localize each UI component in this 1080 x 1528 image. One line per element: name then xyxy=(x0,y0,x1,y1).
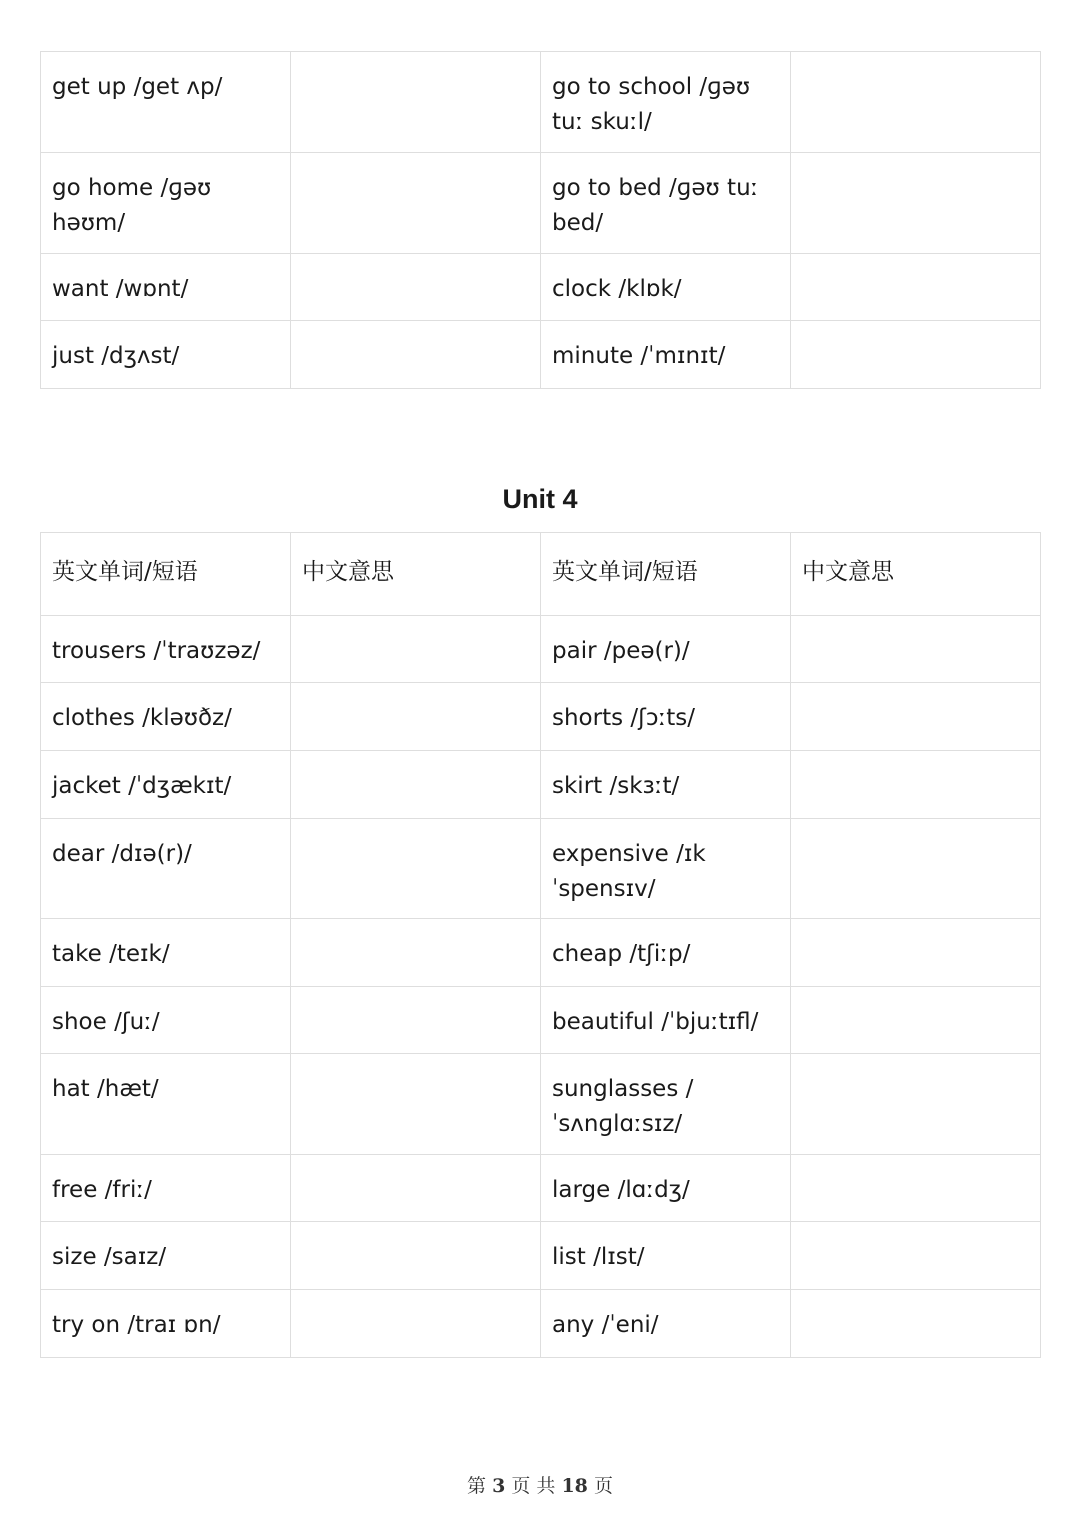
word-cell: jacket /ˈdʒækɪt/ xyxy=(41,751,291,819)
table-row xyxy=(41,254,1041,321)
footer-page-number: 3 xyxy=(492,1475,506,1497)
word-cell: trousers /ˈtraʊzəz/ xyxy=(41,616,291,683)
footer-prefix: 第 xyxy=(467,1475,487,1497)
meaning-cell xyxy=(791,1054,1041,1155)
word-cell: sunglasses /ˈsʌnɡlɑːsɪz/ xyxy=(541,1054,791,1155)
word-cell: skirt /skɜːt/ xyxy=(541,751,791,819)
meaning-cell xyxy=(291,254,541,321)
word-cell: clock /klɒk/ xyxy=(541,254,791,321)
table-row xyxy=(41,153,1041,254)
meaning-cell xyxy=(291,1054,541,1155)
table-row xyxy=(41,987,1041,1054)
word-cell: shorts /ʃɔːts/ xyxy=(541,683,791,751)
word-cell: clothes /kləʊðz/ xyxy=(41,683,291,751)
vocab-table-unit4 xyxy=(40,532,1041,1358)
meaning-cell xyxy=(791,254,1041,321)
meaning-cell xyxy=(291,1222,541,1290)
word-cell: list /lɪst/ xyxy=(541,1222,791,1290)
table-row xyxy=(41,52,1041,153)
word-cell: try on /traɪ ɒn/ xyxy=(41,1290,291,1358)
header-chinese: 中文意思 xyxy=(291,533,541,616)
word-cell: shoe /ʃuː/ xyxy=(41,987,291,1054)
table-row xyxy=(41,1290,1041,1358)
word-cell: free /friː/ xyxy=(41,1155,291,1222)
word-cell: just /dʒʌst/ xyxy=(41,321,291,389)
table-row xyxy=(41,1222,1041,1290)
word-cell: dear /dɪə(r)/ xyxy=(41,819,291,919)
meaning-cell xyxy=(291,987,541,1054)
meaning-cell xyxy=(291,1155,541,1222)
meaning-cell xyxy=(291,153,541,254)
meaning-cell xyxy=(791,321,1041,389)
table-row xyxy=(41,1054,1041,1155)
meaning-cell xyxy=(291,683,541,751)
meaning-cell xyxy=(291,52,541,153)
word-cell: get up /get ʌp/ xyxy=(41,52,291,153)
word-cell: expensive /ɪkˈspensɪv/ xyxy=(541,819,791,919)
footer-mid: 页 共 xyxy=(511,1475,556,1497)
meaning-cell xyxy=(291,919,541,987)
word-cell: beautiful /ˈbjuːtɪfl/ xyxy=(541,987,791,1054)
table-row xyxy=(41,819,1041,919)
meaning-cell xyxy=(791,919,1041,987)
word-cell: go to school /ɡəʊ tuː skuːl/ xyxy=(541,52,791,153)
table-row xyxy=(41,1155,1041,1222)
word-cell: go home /ɡəʊ həʊm/ xyxy=(41,153,291,254)
meaning-cell xyxy=(291,751,541,819)
word-cell: pair /peə(r)/ xyxy=(541,616,791,683)
page-footer xyxy=(0,1472,1080,1500)
table-row xyxy=(41,321,1041,389)
meaning-cell xyxy=(291,616,541,683)
header-english: 英文单词/短语 xyxy=(541,533,791,616)
meaning-cell xyxy=(791,987,1041,1054)
meaning-cell xyxy=(791,52,1041,153)
meaning-cell xyxy=(791,616,1041,683)
meaning-cell xyxy=(291,321,541,389)
unit-title: Unit 4 xyxy=(502,484,578,514)
word-cell: go to bed /ɡəʊ tuː bed/ xyxy=(541,153,791,254)
word-cell: large /lɑːdʒ/ xyxy=(541,1155,791,1222)
word-cell: take /teɪk/ xyxy=(41,919,291,987)
meaning-cell xyxy=(791,683,1041,751)
meaning-cell xyxy=(791,1155,1041,1222)
meaning-cell xyxy=(791,1222,1041,1290)
meaning-cell xyxy=(791,751,1041,819)
header-chinese: 中文意思 xyxy=(791,533,1041,616)
meaning-cell xyxy=(291,819,541,919)
table-row xyxy=(41,616,1041,683)
footer-total-pages: 18 xyxy=(561,1475,588,1497)
header-english: 英文单词/短语 xyxy=(41,533,291,616)
word-cell: want /wɒnt/ xyxy=(41,254,291,321)
meaning-cell xyxy=(791,819,1041,919)
meaning-cell xyxy=(791,153,1041,254)
word-cell: size /saɪz/ xyxy=(41,1222,291,1290)
table-row xyxy=(41,919,1041,987)
meaning-cell xyxy=(291,1290,541,1358)
word-cell: cheap /tʃiːp/ xyxy=(541,919,791,987)
table-row xyxy=(41,751,1041,819)
table-row xyxy=(41,683,1041,751)
word-cell: minute /ˈmɪnɪt/ xyxy=(541,321,791,389)
word-cell: hat /hæt/ xyxy=(41,1054,291,1155)
table-header-row xyxy=(41,533,1041,616)
footer-suffix: 页 xyxy=(593,1475,613,1497)
vocab-table-continued xyxy=(40,51,1041,389)
word-cell: any /ˈeni/ xyxy=(541,1290,791,1358)
meaning-cell xyxy=(791,1290,1041,1358)
